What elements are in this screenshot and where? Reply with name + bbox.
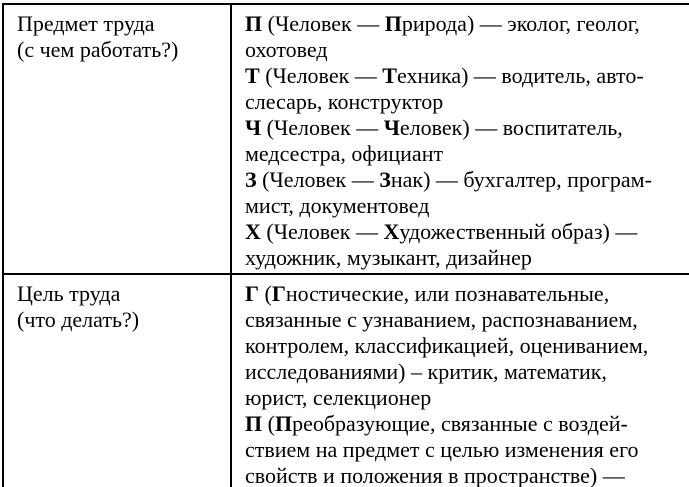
content-line: исследованиями) – критик, математик, <box>245 359 607 384</box>
content-line: П (Преобразующие, связанные с воздей- <box>245 411 628 436</box>
header-line: (с чем работать?) <box>17 37 179 62</box>
row-header-cell <box>3 4 231 274</box>
content-line: слесарь, конструктор <box>245 89 444 114</box>
content-line: Х (Человек — Художественный образ) — <box>245 219 638 244</box>
content-line: мист, документовед <box>245 193 430 218</box>
table-row <box>3 274 689 487</box>
content-line: художник, музыкант, дизайнер <box>245 245 532 270</box>
table-body <box>3 4 689 487</box>
content-line: связанные с узнаванием, распознаванием, <box>245 307 638 332</box>
header-line: (что делать?) <box>17 307 140 332</box>
row-header-cell <box>3 274 231 487</box>
content-line: ствием на предмет с целью изменения его <box>245 437 639 462</box>
content-line: медсестра, официант <box>245 141 444 166</box>
header-line: Предмет труда <box>17 11 155 36</box>
row-content-cell <box>231 4 689 274</box>
content-line: свойств и положения в пространстве) — <box>245 463 625 487</box>
content-line: Г (Гностические, или познавательные, <box>245 281 610 306</box>
professions-classification-table <box>2 3 689 487</box>
header-line: Цель труда <box>17 281 121 306</box>
content-line: П (Человек — Природа) — эколог, геолог, <box>245 11 640 36</box>
content-line: юрист, селекционер <box>245 385 432 410</box>
table-row <box>3 4 689 274</box>
row-content-cell <box>231 274 689 487</box>
content-line: Т (Человек — Техника) — водитель, авто- <box>245 63 644 88</box>
content-line: охотовед <box>245 37 328 62</box>
content-line: контролем, классификацией, оцениванием, <box>245 333 649 358</box>
content-line: З (Человек — Знак) — бухгалтер, програм- <box>245 167 652 192</box>
content-line: Ч (Человек — Человек) — воспитатель, <box>245 115 623 140</box>
